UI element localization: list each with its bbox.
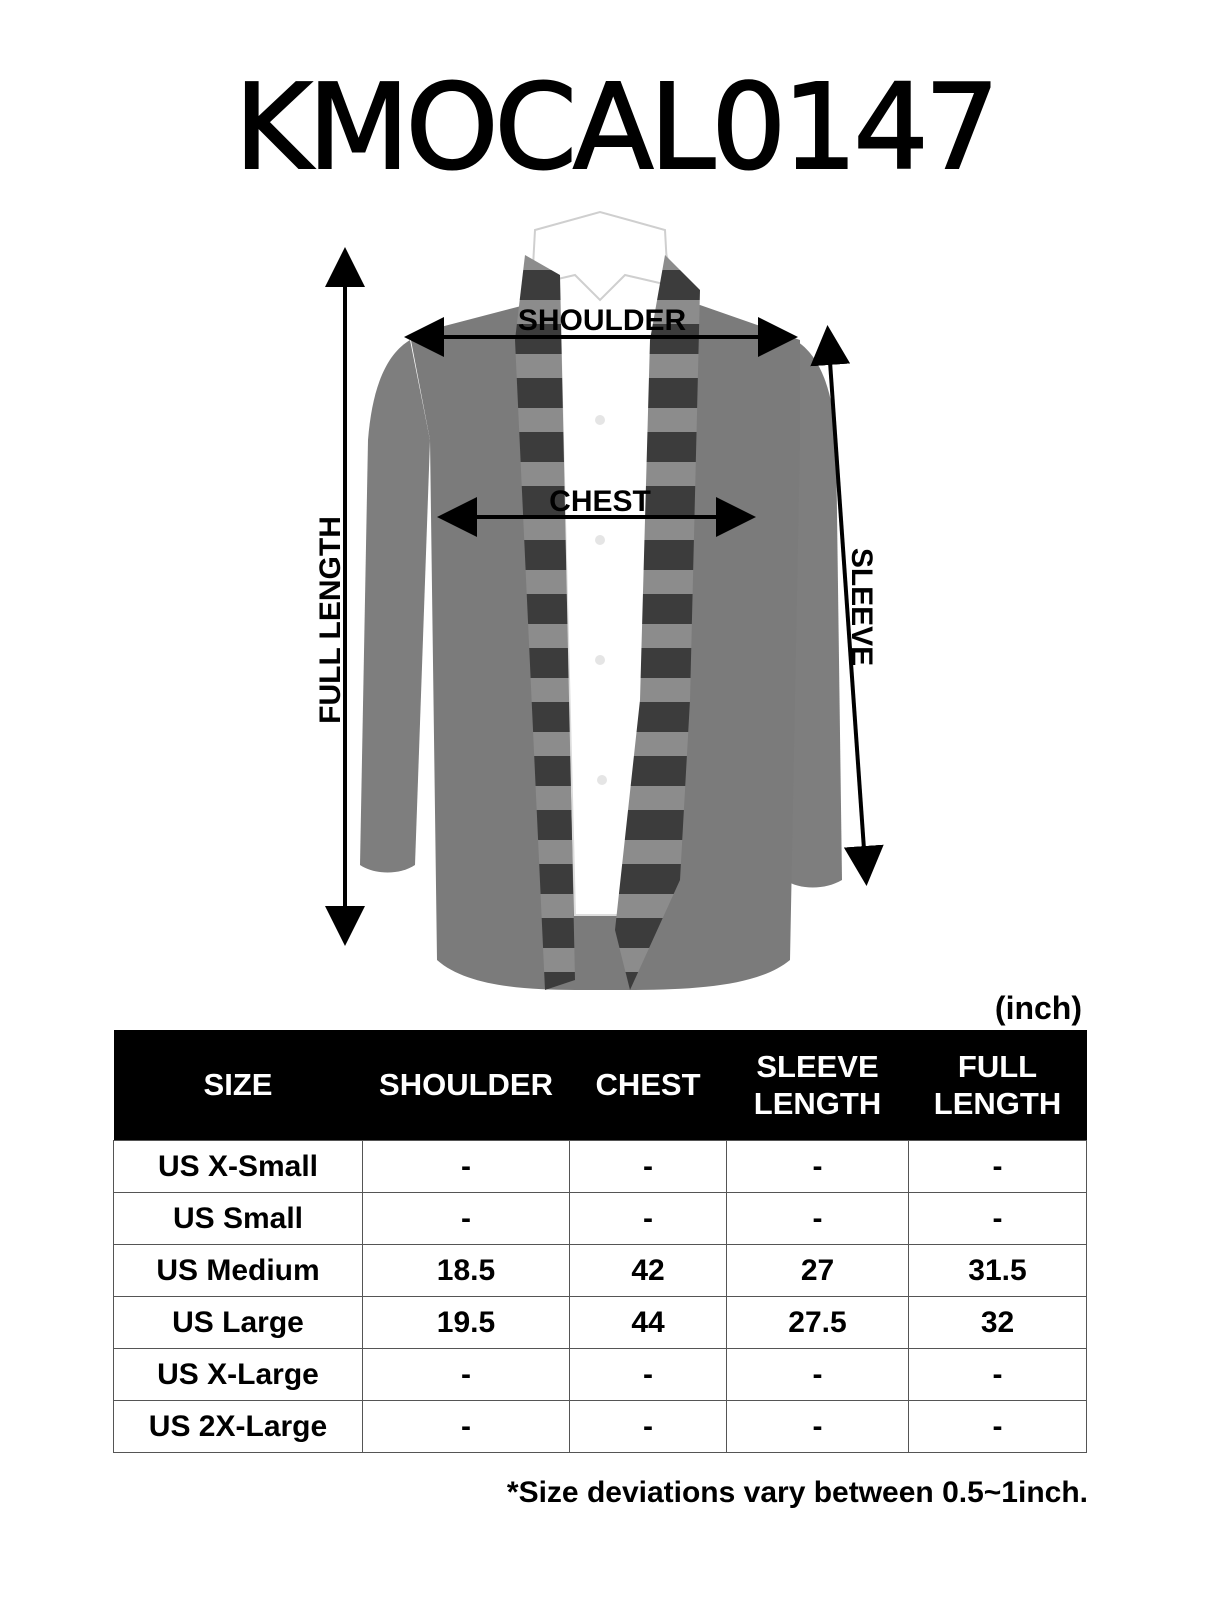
table-row [114, 1193, 1087, 1245]
chest-cell: 42 [570, 1245, 727, 1297]
full-length-cell: - [909, 1193, 1087, 1245]
size-cell: US Small [114, 1193, 363, 1245]
sleeve-cell: - [727, 1193, 909, 1245]
full-length-cell: - [909, 1141, 1087, 1193]
full-length-cell: 31.5 [909, 1245, 1087, 1297]
sleeve-cell: 27.5 [727, 1297, 909, 1349]
table-row [114, 1245, 1087, 1297]
product-code-title: KMOCAL0147 [234, 58, 996, 196]
header-size: SIZE [114, 1030, 363, 1141]
table-header-row [114, 1030, 1087, 1141]
sleeve-cell: - [727, 1401, 909, 1453]
sleeve-cell: - [727, 1349, 909, 1401]
shoulder-cell: 19.5 [363, 1297, 570, 1349]
sleeve-cell: 27 [727, 1245, 909, 1297]
sleeve-label: SLEEVE [845, 547, 878, 667]
chest-cell: - [570, 1401, 727, 1453]
table-row [114, 1297, 1087, 1349]
shoulder-cell: - [363, 1141, 570, 1193]
shoulder-cell: - [363, 1401, 570, 1453]
shoulder-label: SHOULDER [517, 304, 687, 337]
shoulder-cell: 18.5 [363, 1245, 570, 1297]
unit-note: (inch) [994, 990, 1082, 1026]
header-chest: CHEST [570, 1030, 727, 1141]
size-deviation-footnote: *Size deviations vary between 0.5~1inch. [506, 1476, 1088, 1509]
chest-cell: - [570, 1193, 727, 1245]
size-cell: US Large [114, 1297, 363, 1349]
size-cell: US 2X-Large [114, 1401, 363, 1453]
chest-cell: - [570, 1349, 727, 1401]
sleeve-cell: - [727, 1141, 909, 1193]
table-row [114, 1401, 1087, 1453]
full-length-cell: - [909, 1401, 1087, 1453]
size-chart-table [113, 1030, 1087, 1453]
header-full-length: FULL LENGTH [909, 1030, 1087, 1141]
full-length-label: FULL LENGTH [314, 516, 347, 724]
header-shoulder: SHOULDER [363, 1030, 570, 1141]
chest-cell: - [570, 1141, 727, 1193]
size-cell: US X-Large [114, 1349, 363, 1401]
shoulder-cell: - [363, 1193, 570, 1245]
full-length-cell: 32 [909, 1297, 1087, 1349]
shoulder-cell: - [363, 1349, 570, 1401]
table-row [114, 1141, 1087, 1193]
header-sleeve-length: SLEEVE LENGTH [727, 1030, 909, 1141]
size-cell: US Medium [114, 1245, 363, 1297]
chest-label: CHEST [549, 485, 651, 518]
chest-cell: 44 [570, 1297, 727, 1349]
full-length-cell: - [909, 1349, 1087, 1401]
table-row [114, 1349, 1087, 1401]
size-cell: US X-Small [114, 1141, 363, 1193]
